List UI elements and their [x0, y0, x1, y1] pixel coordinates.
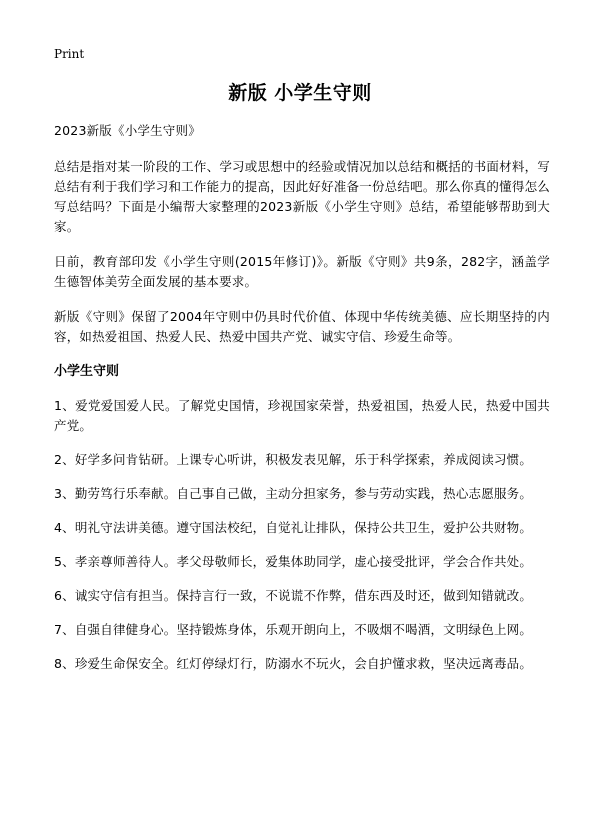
page-title: 新版 小学生守则 — [228, 82, 372, 104]
intro-paragraph: 总结是指对某一阶段的工作、学习或思想中的经验或情况加以总结和概括的书面材料，写总结有利于我们学习和工作能力的提高，因此好好准备一份总结吧。那么你真的懂得怎么写总结吗？下面是小编帮大家整理的2023新版《小学生守则》总结，希望能够帮助到大家。 — [54, 159, 550, 234]
rule-item: 6、诚实守信有担当。保持言行一致，不说谎不作弊，借东西及时还，做到知错就改。 — [54, 588, 533, 603]
rule-item: 1、爱党爱国爱人民。了解党史国情，珍视国家荣誉，热爱祖国，热爱人民，热爱中国共产党。 — [54, 398, 550, 433]
rules-heading: 小学生守则 — [54, 364, 120, 379]
rule-item: 4、明礼守法讲美德。遵守国法校纪，自觉礼让排队，保持公共卫生，爱护公共财物。 — [54, 520, 533, 535]
rule-item: 5、孝亲尊师善待人。孝父母敬师长，爱集体助同学，虚心接受批评，学会合作共处。 — [54, 554, 533, 569]
document-body — [54, 121, 550, 688]
rule-item: 3、勤劳笃行乐奉献。自己事自己做，主动分担家务，参与劳动实践，热心志愿服务。 — [54, 486, 533, 501]
intro-paragraph: 新版《守则》保留了2004年守则中仍具时代价值、体现中华传统美德、应长期坚持的内容，如热爱祖国、热爱人民、热爱中国共产党、诚实守信、珍爱生命等。 — [54, 309, 550, 344]
rule-item: 8、珍爱生命保安全。红灯停绿灯行，防溺水不玩火，会自护懂求救，坚决远离毒品。 — [54, 656, 533, 671]
print-link[interactable]: Print — [54, 47, 85, 61]
rule-item: 2、好学多问肯钻研。上课专心听讲，积极发表见解，乐于科学探索，养成阅读习惯。 — [54, 452, 533, 467]
intro-subtitle: 2023新版《小学生守则》 — [54, 123, 201, 138]
intro-paragraph: 日前，教育部印发《小学生守则(2015年修订)》。新版《守则》共9条，282字，涵盖学生德智体美劳全面发展的基本要求。 — [54, 254, 550, 289]
rule-item: 7、自强自律健身心。坚持锻炼身体，乐观开朗向上，不吸烟不喝酒，文明绿色上网。 — [54, 622, 533, 637]
